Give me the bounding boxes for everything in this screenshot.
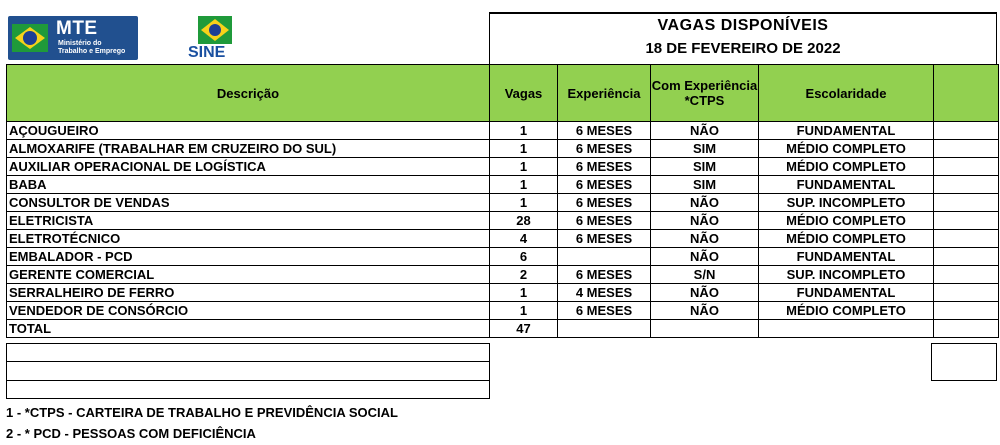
cell-ctps: NÃO [651, 302, 759, 320]
table-row [7, 122, 999, 140]
cell-escolaridade: FUNDAMENTAL [759, 284, 934, 302]
column-header-experiencia: Experiência [558, 65, 651, 122]
cell-descricao: AUXILIAR OPERACIONAL DE LOGÍSTICA [7, 158, 490, 176]
table-row [7, 140, 999, 158]
table-row [7, 230, 999, 248]
empty-row [6, 343, 490, 362]
table-row [7, 248, 999, 266]
cell-escolaridade: SUP. INCOMPLETO [759, 194, 934, 212]
cell-escolaridade: MÉDIO COMPLETO [759, 230, 934, 248]
cell-experiencia: 6 MESES [558, 140, 651, 158]
cell-vagas: 28 [490, 212, 558, 230]
cell-experiencia: 6 MESES [558, 212, 651, 230]
page-date: 18 DE FEVEREIRO DE 2022 [645, 40, 841, 57]
cell-ctps: NÃO [651, 248, 759, 266]
cell-vagas: 1 [490, 140, 558, 158]
cell-blank [934, 230, 999, 248]
cell-descricao: ELETRICISTA [7, 212, 490, 230]
footnotes [6, 402, 398, 444]
cell-experiencia: 4 MESES [558, 284, 651, 302]
empty-row [6, 361, 490, 381]
page-title: VAGAS DISPONÍVEIS [657, 17, 829, 34]
cell-experiencia: 6 MESES [558, 122, 651, 140]
cell-descricao: SERRALHEIRO DE FERRO [7, 284, 490, 302]
cell-blank [934, 212, 999, 230]
cell-experiencia: 6 MESES [558, 194, 651, 212]
cell-ctps: S/N [651, 266, 759, 284]
cell-escolaridade: MÉDIO COMPLETO [759, 302, 934, 320]
total-value: 47 [490, 320, 558, 338]
cell-blank [934, 248, 999, 266]
cell-vagas: 1 [490, 176, 558, 194]
cell-escolaridade: MÉDIO COMPLETO [759, 212, 934, 230]
cell-experiencia: 6 MESES [558, 230, 651, 248]
cell-descricao: VENDEDOR DE CONSÓRCIO [7, 302, 490, 320]
table-row [7, 194, 999, 212]
table-row [7, 212, 999, 230]
column-header-blank [934, 65, 999, 122]
column-header-escolaridade: Escolaridade [759, 65, 934, 122]
cell-ctps: SIM [651, 176, 759, 194]
footnote-ctps: 1 - *CTPS - CARTEIRA DE TRABALHO E PREVIDÊNCIA SOCIAL [6, 405, 398, 420]
cell-blank [934, 176, 999, 194]
mte-subtitle-line2: Trabalho e Emprego [58, 48, 126, 55]
cell-escolaridade: MÉDIO COMPLETO [759, 158, 934, 176]
cell-descricao: CONSULTOR DE VENDAS [7, 194, 490, 212]
cell-vagas: 1 [490, 158, 558, 176]
cell-descricao: GERENTE COMERCIAL [7, 266, 490, 284]
cell-ctps: NÃO [651, 212, 759, 230]
table-total-row [7, 320, 999, 338]
cell-escolaridade: MÉDIO COMPLETO [759, 140, 934, 158]
cell-vagas: 4 [490, 230, 558, 248]
cell-descricao: ELETROTÉCNICO [7, 230, 490, 248]
cell-blank [934, 302, 999, 320]
cell-escolaridade: FUNDAMENTAL [759, 122, 934, 140]
cell-experiencia: 6 MESES [558, 302, 651, 320]
sine-logo-text: SINE [188, 44, 226, 61]
column-header-com-experiencia: Com Experiência *CTPS [651, 65, 759, 122]
table-row [7, 176, 999, 194]
cell-vagas: 1 [490, 194, 558, 212]
brazil-flag-icon [12, 20, 48, 56]
mte-logo-text: MTE [56, 18, 98, 39]
table-row [7, 266, 999, 284]
cell-ctps: SIM [651, 140, 759, 158]
cell-experiencia [558, 248, 651, 266]
cell-experiencia: 6 MESES [558, 176, 651, 194]
table-row [7, 284, 999, 302]
table-row [7, 302, 999, 320]
empty-cell [931, 343, 997, 381]
cell-vagas: 1 [490, 122, 558, 140]
total-label: TOTAL [7, 320, 490, 338]
cell-experiencia: 6 MESES [558, 266, 651, 284]
cell-ctps: NÃO [651, 194, 759, 212]
cell-blank [934, 194, 999, 212]
cell-vagas: 6 [490, 248, 558, 266]
table-header-row [7, 65, 999, 122]
cell-descricao: EMBALADOR - PCD [7, 248, 490, 266]
cell-blank [934, 158, 999, 176]
cell-escolaridade: FUNDAMENTAL [759, 176, 934, 194]
cell-blank [934, 140, 999, 158]
cell-ctps: NÃO [651, 284, 759, 302]
table-row [7, 158, 999, 176]
cell-ctps: SIM [651, 158, 759, 176]
vacancies-table [6, 64, 999, 338]
cell-experiencia: 6 MESES [558, 158, 651, 176]
mte-logo [8, 16, 138, 60]
total-empty-cell [934, 320, 999, 338]
cell-ctps: NÃO [651, 122, 759, 140]
cell-vagas: 1 [490, 302, 558, 320]
cell-escolaridade: SUP. INCOMPLETO [759, 266, 934, 284]
total-empty-cell [759, 320, 934, 338]
total-empty-cell [651, 320, 759, 338]
mte-subtitle-line1: Ministério do [58, 40, 102, 47]
cell-descricao: BABA [7, 176, 490, 194]
column-header-descricao: Descrição [7, 65, 490, 122]
empty-row [6, 380, 490, 399]
column-header-vagas: Vagas [490, 65, 558, 122]
cell-blank [934, 266, 999, 284]
cell-ctps: NÃO [651, 230, 759, 248]
cell-blank [934, 284, 999, 302]
footnote-pcd: 2 - * PCD - PESSOAS COM DEFICIÊNCIA [6, 426, 256, 441]
cell-blank [934, 122, 999, 140]
total-empty-cell [558, 320, 651, 338]
cell-descricao: ALMOXARIFE (TRABALHAR EM CRUZEIRO DO SUL) [7, 140, 490, 158]
cell-vagas: 2 [490, 266, 558, 284]
cell-vagas: 1 [490, 284, 558, 302]
cell-escolaridade: FUNDAMENTAL [759, 248, 934, 266]
cell-descricao: AÇOUGUEIRO [7, 122, 490, 140]
